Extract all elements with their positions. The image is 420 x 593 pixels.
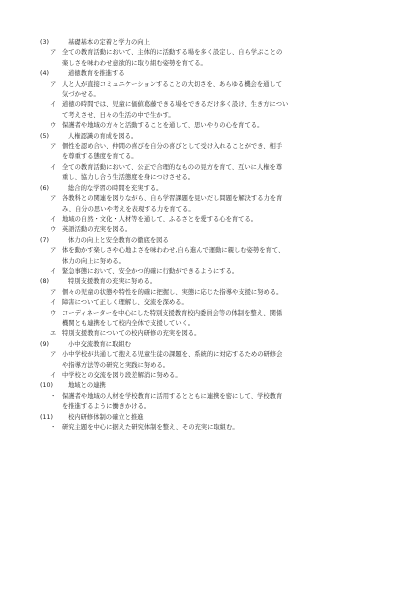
section-number: (10) [40,382,53,390]
item-text [62,225,380,235]
item-text [62,48,380,69]
text-line: て考えさせ、日々の生活の中で生かす。 [62,111,175,119]
list-item [40,329,380,339]
section [40,340,380,382]
item-text [62,350,380,371]
item-marker: ウ [50,309,57,317]
text-line: 重し、協力し合う生活態度を身につけさせる。 [62,174,195,182]
item-marker: ア [50,143,57,151]
section-heading [40,413,380,423]
section-heading [40,236,380,246]
section [40,38,380,69]
section-title: 地域との連携 [68,382,106,390]
section [40,277,380,339]
section-number: (5) [40,132,49,140]
text-line: 障害について正しく理解し、交流を深める。 [62,299,188,307]
text-line: 体を動かす楽しさや心地よさを味わわせ,自ら進んで運動に親しむ姿勢を育て、 [62,247,285,255]
item-marker: ア [50,288,57,296]
text-line: 道徳の時間では、児童に価値葛藤できる場をできるだけ多く設け、生き方につい [62,101,289,109]
section [40,236,380,278]
item-text [62,163,380,184]
text-line: を推進するように働きかける。 [62,403,151,411]
list-item [40,100,380,121]
item-marker: ア [50,195,57,203]
text-line: 個々の児童の状態や特性を的確に把握し、実態に応じた指導や支援に努める。 [62,288,283,296]
text-line: 中学校との交流を図り段差解消に努める。 [62,372,182,379]
text-line: 各教科との関連を図りながら、自ら学習課題を見いだし問題を解決する力を育 [62,195,283,203]
list-item [40,246,380,267]
item-text [62,267,380,277]
list-item [40,288,380,298]
list-item [40,121,380,131]
section-number: (11) [40,413,53,421]
section-title: 特別支援教育の充実に努める。 [68,278,157,286]
item-marker: ウ [50,122,57,130]
section [40,381,380,412]
section-number: (8) [40,278,49,286]
text-line: 緊急事態において、安全かつ的確に行動ができるようにする。 [62,267,239,275]
item-marker: ア [50,351,57,359]
list-item [40,80,380,101]
text-line: 特別支援教育についての校内研修の充実を図る。 [62,330,201,338]
text-line: コーディネーターを中心にした特別支援教育校内委員会等の体制を整え、関係 [62,309,283,317]
item-text [62,142,380,163]
section-number: (9) [40,340,49,348]
text-line: 全ての教育活動において、主体的に活動する場を多く設定し、自ら学ぶことの [62,49,283,57]
item-marker: ・ [50,424,57,432]
section-heading [40,38,380,48]
text-line: み、自分の思いや考えを表現する力を育てる。 [62,205,195,213]
item-text [62,371,380,381]
section-title: 基礎基本の定着と学力の向上 [68,39,150,46]
item-text [62,392,380,413]
section [40,132,380,184]
section-title: 人権認識の育成を図る。 [68,132,138,140]
item-marker: ウ [50,226,57,234]
section-heading [40,277,380,287]
section-number: (3) [40,39,49,46]
item-marker: ア [50,80,57,88]
text-line: 個性を認め合い、仲間の喜びを自分の喜びとして受け入れることができ、相手 [62,143,283,151]
text-line: 小中学校が共通して抱える児童生徒の課題を、系統的に対応するための研修会 [62,351,283,359]
text-line: 英語活動の充実を図る。 [62,226,132,234]
text-line: 全ての教育活動において、公正で合理的なものの見方を育て、互いに人権を尊 [62,163,283,171]
item-marker: イ [50,299,57,307]
item-text [62,100,380,121]
list-item [40,423,380,433]
item-marker: エ [50,330,57,338]
section-title: 総合的な学習の時間を充実する。 [68,184,163,192]
section-title: 校内研修体制の確立と推進 [68,413,144,421]
section [40,69,380,131]
list-item [40,392,380,413]
item-text [62,121,380,131]
list-item [40,48,380,69]
item-marker: イ [50,163,57,171]
text-line: 体力の向上に努める。 [62,257,125,265]
text-line: を尊重する態度を育てる。 [62,153,138,161]
list-item [40,298,380,308]
section-title: 道徳教育を推進する [68,70,125,78]
item-marker: イ [50,215,57,223]
item-marker: イ [50,101,57,109]
item-text [62,298,380,308]
item-marker: イ [50,267,57,275]
item-text [62,288,380,298]
list-item [40,163,380,184]
section-number: (6) [40,184,49,192]
text-line: 気づかせる。 [62,91,100,99]
section-heading [40,184,380,194]
item-text [62,215,380,225]
list-item [40,350,380,371]
list-item [40,371,380,381]
list-item [40,225,380,235]
text-line: 地域の自然・文化・人材等を通して、ふるさとを愛する心を育てる。 [62,215,258,223]
list-item [40,142,380,163]
list-item [40,215,380,225]
section-heading [40,381,380,391]
section-title: 小中交流教育に取組む [68,340,131,348]
item-text [62,329,380,339]
text-line: 人と人が直接コミュニケーションすることの大切さを、あらゆる機会を通して [62,80,283,88]
list-item [40,309,380,330]
text-line: 機関とも連携をして校内全体で支援していく。 [62,319,195,327]
section [40,413,380,434]
list-item [40,267,380,277]
item-marker: ・ [50,392,57,400]
text-line: 楽しさを味わわせ意欲的に取り組む姿勢を育てる。 [62,59,207,67]
item-marker: ア [50,49,57,57]
item-text [62,246,380,267]
list-item [40,194,380,215]
section-title: 体力の向上と安全教育の徹底を図る [68,236,169,244]
item-text [62,194,380,215]
text-line: や指導方法等の研究と実践に努める。 [62,361,170,369]
section-heading [40,69,380,79]
item-text [62,80,380,101]
text-line: 研究主題を中心に据えた研究体制を整え、その充実に取組む。 [62,424,239,432]
item-marker: ア [50,247,57,255]
section-number: (7) [40,236,49,244]
item-marker: イ [50,372,57,379]
section-number: (4) [40,70,49,78]
text-line: 保護者や地域の方々と活動することを通して、思いやりの心を育てる。 [62,122,264,130]
section [40,184,380,236]
item-text [62,309,380,330]
section-heading [40,340,380,350]
item-text [62,423,380,433]
section-heading [40,132,380,142]
text-line: 保護者や地域の人材を学校教育に活用するとともに連携を密にして、学校教育 [62,392,283,400]
